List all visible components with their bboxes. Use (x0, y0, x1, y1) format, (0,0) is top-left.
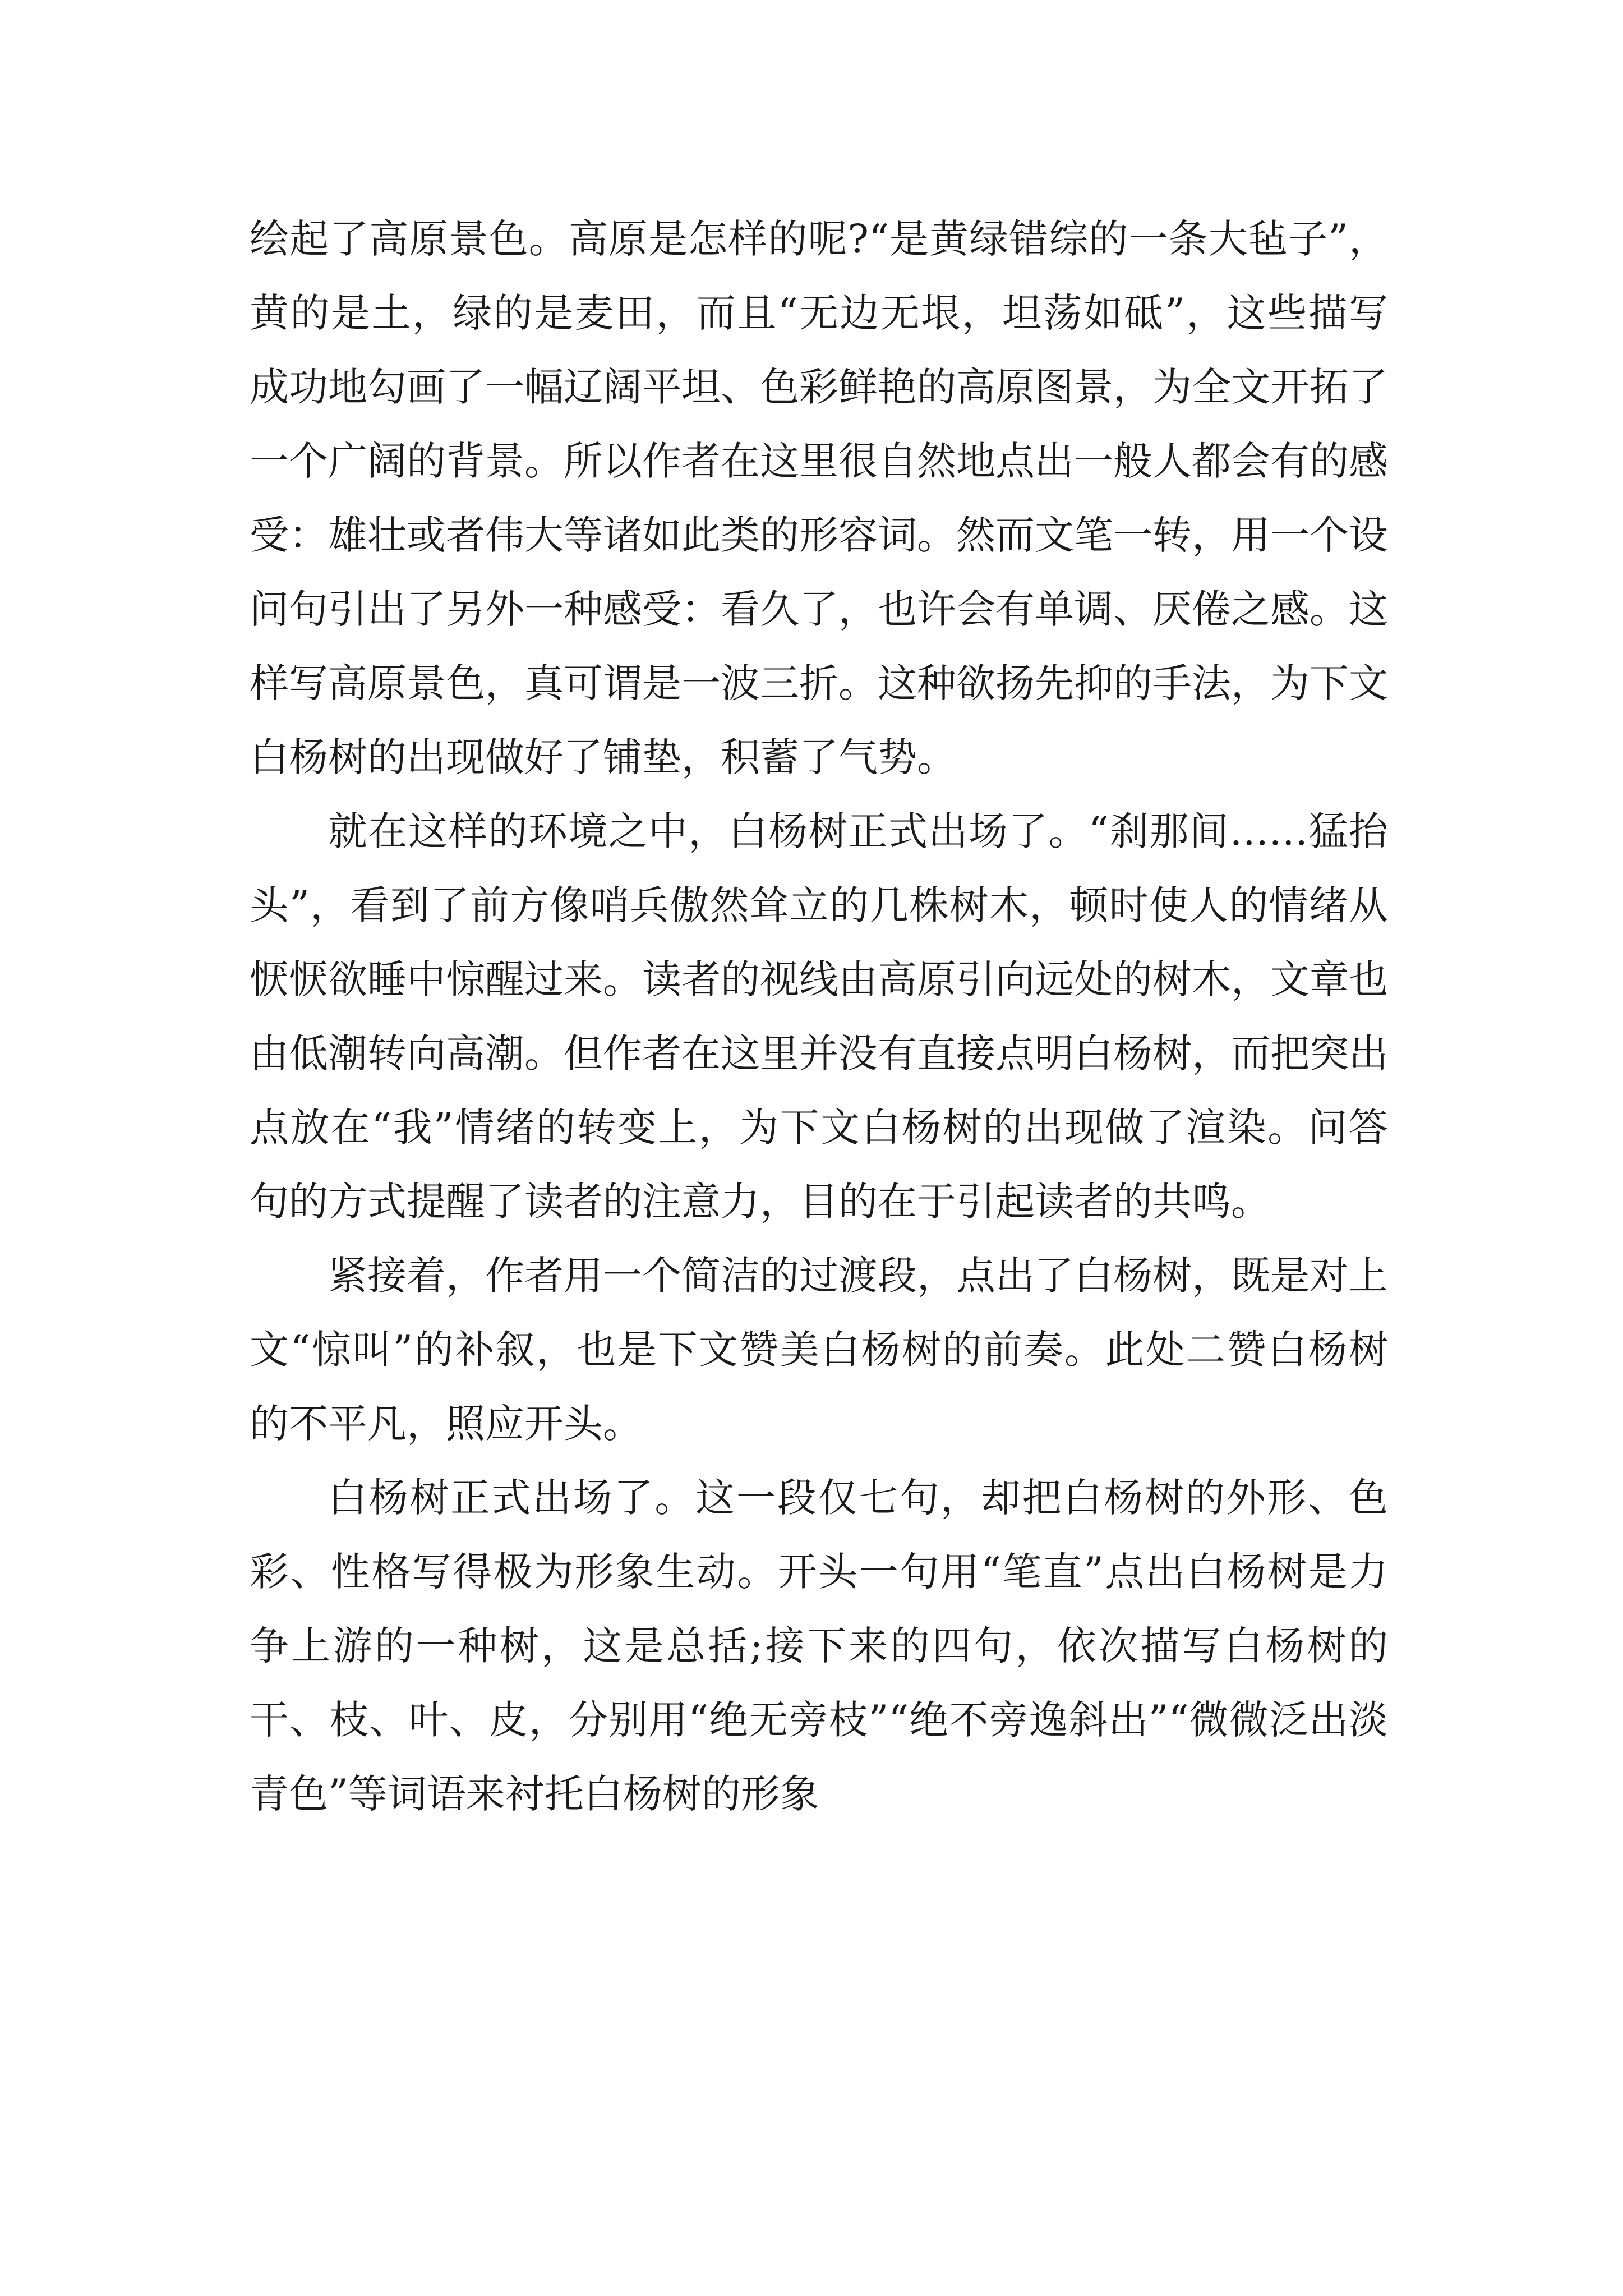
paragraph-transition: 紧接着，作者用一个简洁的过渡段，点出了白杨树，既是对上文“惊叫”的补叙，也是下文赞美白杨树的前奏。此处二赞白杨树的不平凡，照应开头。 (250, 1253, 1388, 1447)
paragraph-continued: 绘起了高原景色。高原是怎样的呢?“是黄绿错综的一条大毡子”，黄的是土，绿的是麦田，而且“无边无垠，坦荡如砥”，这些描写成功地勾画了一幅辽阔平坦、色彩鲜艳的高原图景，为全文开拓了一个广阔的背景。所以作者在这里很自然地点出一般人都会有的感受：雄壮或者伟大等诸如此类的形容词。然而文笔一转，用一个设问句引出了另外一种感受：看久了，也许会有单调、厌倦之感。这样写高原景色，真可谓是一波三折。这种欲扬先抑的手法，为下文白杨树的出现做好了铺垫，积蓄了气势。 (250, 216, 1388, 780)
paragraph-tree-description: 白杨树正式出场了。这一段仅七句，却把白杨树的外形、色彩、性格写得极为形象生动。开头一句用“笔直”点出白杨树是力争上游的一种树，这是总括;接下来的四句，依次描写白杨树的干、枝、叶、皮，分别用“绝无旁枝”“绝不旁逸斜出”“微微泛出淡青色”等词语来衬托白杨树的形象 (250, 1475, 1388, 1817)
paragraph-tree-appears: 就在这样的环境之中，白杨树正式出场了。“刹那间……猛抬头”，看到了前方像哨兵傲然耸立的几株树木，顿时使人的情绪从恹恹欲睡中惊醒过来。读者的视线由高原引向远处的树木，文章也由低潮转向高潮。但作者在这里并没有直接点明白杨树，而把突出点放在“我”情绪的转变上，为下文白杨树的出现做了渲染。问答句的方式提醒了读者的注意力，目的在于引起读者的共鸣。 (250, 808, 1388, 1225)
body-text (250, 202, 1388, 1831)
